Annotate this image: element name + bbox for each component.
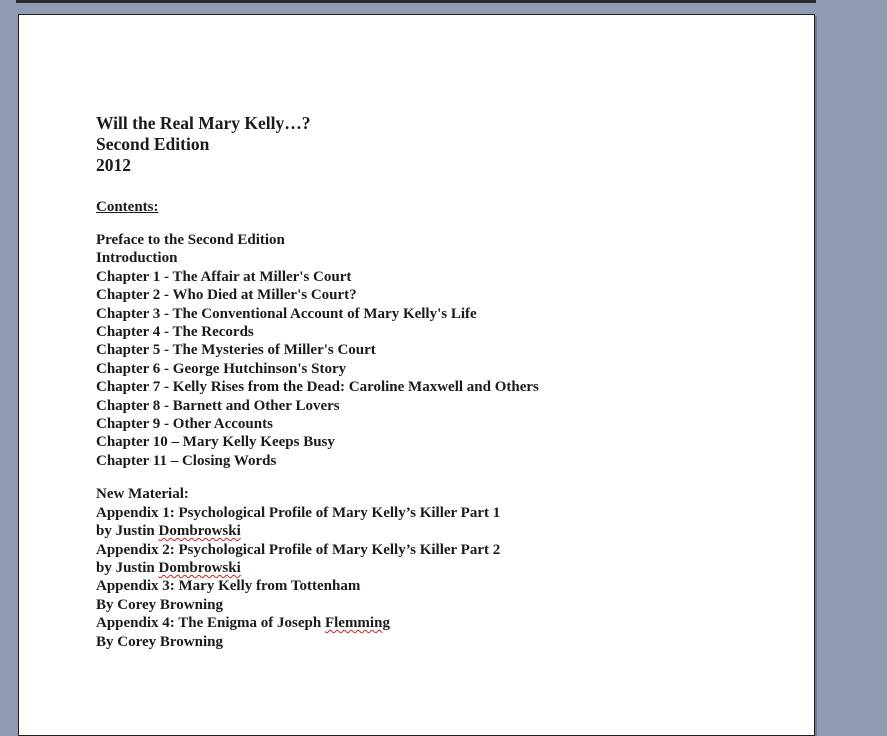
list-item: Chapter 4 - The Records [96, 324, 254, 341]
document-page[interactable] [18, 14, 815, 736]
appendix-4-author: By Corey Browning [96, 633, 223, 650]
list-item: Chapter 11 – Closing Words [96, 452, 277, 469]
appendix-2: Appendix 2: Psychological Profile of Mary Kelly’s Killer Part 2 [96, 541, 501, 558]
edition-line: Second Edition [96, 134, 210, 154]
list-item: Chapter 10 – Mary Kelly Keeps Busy [96, 434, 335, 451]
appendix-4 [96, 614, 539, 632]
list-item: Chapter 2 - Who Died at Miller's Court? [96, 287, 357, 304]
new-material-heading: New Material: [96, 486, 189, 503]
year-line: 2012 [96, 155, 131, 175]
window-top-border [16, 0, 816, 3]
contents-heading: Contents: [96, 199, 159, 215]
author-prefix: by Justin [96, 559, 159, 576]
book-title: Will the Real Mary Kelly…? [96, 113, 311, 133]
spellcheck-flagged-word[interactable]: Dombrowski [158, 523, 241, 540]
author-prefix: by Justin [96, 523, 159, 540]
document-body[interactable] [96, 113, 539, 651]
appendix-1: Appendix 1: Psychological Profile of Mary Kelly’s Killer Part 1 [96, 504, 501, 521]
list-item: Chapter 7 - Kelly Rises from the Dead: Caroline Maxwell and Others [96, 379, 539, 396]
list-item: Chapter 6 - George Hutchinson's Story [96, 360, 347, 377]
list-item: Chapter 9 - Other Accounts [96, 416, 273, 433]
list-item: Introduction [96, 250, 178, 267]
paragraph-gap [96, 470, 539, 485]
appendix-1-author [96, 522, 539, 540]
list-item: Preface to the Second Edition [96, 232, 285, 248]
contents-list [96, 231, 539, 651]
appendix-3: Appendix 3: Mary Kelly from Tottenham [96, 578, 361, 595]
list-item: Chapter 3 - The Conventional Account of Mary Kelly's Life [96, 305, 477, 322]
appendix-3-author: By Corey Browning [96, 596, 223, 613]
spellcheck-flagged-word[interactable]: Flemming [324, 615, 390, 632]
appendix-2-author [96, 559, 539, 577]
title-block [96, 113, 539, 176]
list-item: Chapter 8 - Barnett and Other Lovers [96, 397, 340, 414]
appendix-4-title: Appendix 4: The Enigma of Joseph [96, 615, 325, 632]
list-item: Chapter 5 - The Mysteries of Miller's Court [96, 342, 376, 359]
spellcheck-flagged-word[interactable]: Dombrowski [158, 559, 241, 576]
list-item: Chapter 1 - The Affair at Miller's Court [96, 268, 352, 285]
